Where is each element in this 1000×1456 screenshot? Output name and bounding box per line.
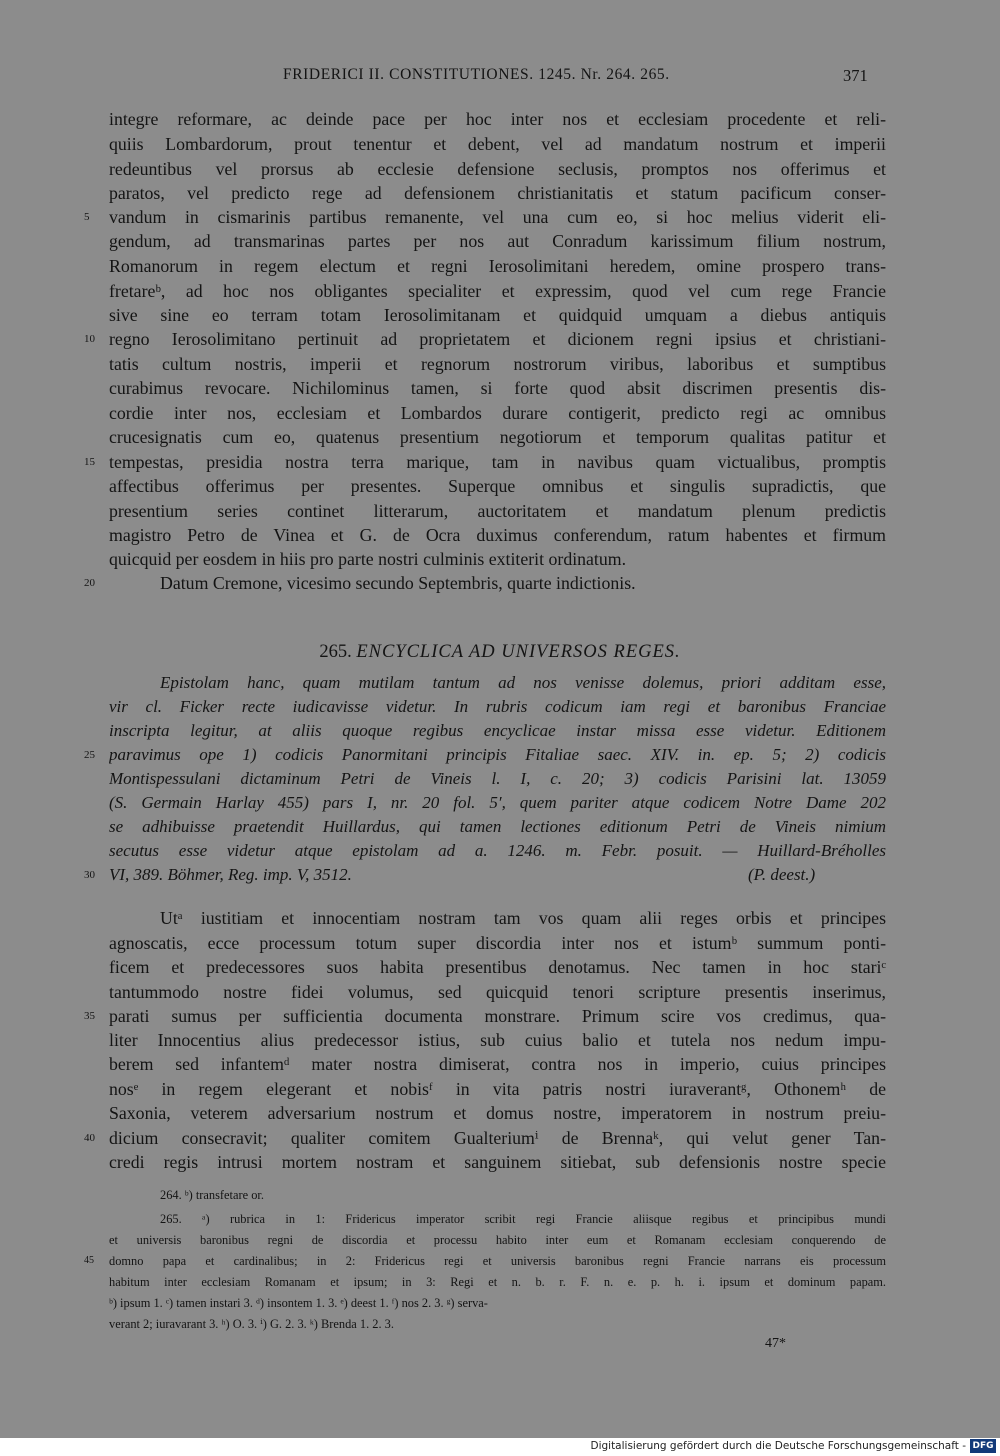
text-line: tempestas, presidia nostra terra marique, tam in navibus quam victualibus, promptis xyxy=(109,452,886,472)
text-line: vandum in cismarinis partibus remanente, vel una cum eo, si hoc melius viderit eli- xyxy=(109,207,886,227)
digitization-footer xyxy=(0,1438,1000,1456)
text-line: magistro Petro de Vinea et G. de Ocra duximus conferendum, ratum habentes et firmum xyxy=(109,525,886,545)
text-line: redeuntibus vel prorsus ab ecclesie defensione seclusis, promptos nos offerimus et xyxy=(109,159,886,179)
text-line: dicium consecravit; qualiter comitem Gualteriumⁱ de Brennaᵏ, qui velut gener Tan- xyxy=(109,1128,886,1148)
line-number: 25 xyxy=(84,749,95,761)
intro-line: Epistolam hanc, quam mutilam tantum ad nos venisse dolemus, priori additam esse, xyxy=(160,673,886,692)
section-number: 265. xyxy=(319,642,352,662)
signature-mark: 47* xyxy=(765,1336,786,1351)
text-line: agnoscatis, ecce processum totum super discordia inter nos et istumᵇ summum ponti- xyxy=(109,933,886,953)
text-line: cordie inter nos, ecclesiam et Lombardos durare contigerit, predicto regi ac omnibus xyxy=(109,403,886,423)
text-line: Romanorum in regem electum et regni Ierosolimitani heredem, omine prospero trans- xyxy=(109,256,886,276)
text-line: fretareᵇ, ad hoc nos obligantes specialiter et expressim, quod vel cum rege Francie xyxy=(109,281,886,301)
dfg-logo-icon: DFG xyxy=(970,1439,996,1453)
line-number: 45 xyxy=(84,1255,94,1266)
line-number: 10 xyxy=(84,333,95,345)
text-line: ficem et predecessores suos habita presentibus denotamus. Nec tamen in hoc stariᶜ xyxy=(109,957,886,977)
line-number: 35 xyxy=(84,1010,95,1022)
footnote-264: 264. ᵇ) transfetare or. xyxy=(160,1188,264,1202)
text-line: sive sine eo terram totam Ierosolimitanam et quidquid umquam a diebus antiquis xyxy=(109,305,886,325)
text-line: parati sumus per sufficientia documenta monstrare. Primum scire vos credimus, qua- xyxy=(109,1006,886,1026)
text-line: curabimus revocare. Nichilominus tamen, si forte quod absit discrimen presentis dis- xyxy=(109,378,886,398)
text-line: credi regis intrusi mortem nostram et sanguinem sitiebat, sub defensionis nostre specie xyxy=(109,1152,886,1172)
text-line: quicquid per eosdem in hiis pro parte nostri culminis extiterit ordinatum. xyxy=(109,549,627,569)
text-line: nosᵉ in regem elegerant et nobisᶠ in vita patris nostri iuraverantᵍ, Othonemʰ de xyxy=(109,1079,886,1099)
line-number: 5 xyxy=(84,211,90,223)
intro-line: se adhibuisse praetendit Huillardus, qui tamen lectiones editionum Petri de Vineis nimium xyxy=(109,817,886,836)
section-title: ENCYCLICA AD UNIVERSOS REGES. xyxy=(356,642,681,662)
intro-line: (S. Germain Harlay 455) pars I, nr. 20 fol. 5′, quem pariter atque codicem Notre Dame 202 xyxy=(109,793,886,812)
line-number: 20 xyxy=(84,577,95,589)
footnote-line: ᵇ) ipsum 1. ᶜ) tamen instari 3. ᵈ) insontem 1. 3. ᵉ) deest 1. ᶠ) nos 2. 3. ᵍ) serva- xyxy=(109,1296,488,1310)
line-number: 40 xyxy=(84,1132,95,1144)
footnote-line: verant 2; iuravarant 3. ʰ) O. 3. ⁱ) G. 2. 3. ᵏ) Brenda 1. 2. 3. xyxy=(109,1317,394,1331)
footnote-line: et universis baronibus regni de discordia et processu habito inter eum et Romanam ecclesiam conquerendo de xyxy=(109,1233,886,1247)
text-line: liter Innocentius alius predecessor istius, sub cuius balio et tutela nos nedum impu- xyxy=(109,1030,886,1050)
page-number: 371 xyxy=(843,66,868,85)
line-number: 15 xyxy=(84,456,95,468)
text-line: Saxonia, veterem adversarium nostrum et domus nostre, imperatorem in nostrum preiu- xyxy=(109,1103,886,1123)
section-heading xyxy=(0,642,1000,663)
text-line: quiis Lombardorum, prout tenentur et debent, vel ad mandatum nostrum et imperii xyxy=(109,134,886,154)
intro-line: inscripta legitur, at aliis quoque regibus encyclicae instar missa esse videtur. Editionem xyxy=(109,721,886,740)
text-line: tantummodo nostre fidei volumus, sed quicquid tenori scripture presentis inserimus, xyxy=(109,982,886,1002)
footnote-line: domno papa et cardinalibus; in 2: Fridericus regi et universis baronibus regni Francie narrans eis processum xyxy=(109,1254,886,1268)
datum-line: Datum Cremone, vicesimo secundo Septembris, quarte indictionis. xyxy=(160,573,636,593)
text-line: berem sed infantemᵈ mater nostra dimiserat, contra nos in imperio, cuius principes xyxy=(109,1054,886,1074)
intro-line: vir cl. Ficker recte iudicavisse videtur. In rubris codicum iam regi et baronibus Franciae xyxy=(109,697,886,716)
text-line: gendum, ad transmarinas partes per nos aut Conradum karissimum filium nostrum, xyxy=(109,231,886,251)
line-number: 30 xyxy=(84,869,95,881)
footnote-line: habitum inter ecclesiam Romanam et ipsum; in 3: Regi et n. b. r. F. n. e. p. h. i. ipsum et dominum papam. xyxy=(109,1275,886,1289)
intro-line: paravimus ope 1) codicis Panormitani principis Fitaliae saec. XIV. in. ep. 5; 2) codicis xyxy=(109,745,886,764)
footnote-line: 265. ᵃ) rubrica in 1: Fridericus imperator scribit regi Francie aliisque regibus et principibus mundi xyxy=(160,1212,886,1226)
text-line: tatis cultum nostris, imperii et regnorum nostrorum viribus, laboribus et sumptibus xyxy=(109,354,886,374)
text-line: affectibus offerimus per presentes. Superque omnibus et singulis supradictis, que xyxy=(109,476,886,496)
text-line: integre reformare, ac deinde pace per hoc inter nos et ecclesiam procedente et reli- xyxy=(109,109,886,129)
intro-line-right: (P. deest.) xyxy=(748,865,816,884)
intro-line: secutus esse videtur atque epistolam ad a. 1246. m. Febr. posuit. — Huillard-Bréholles xyxy=(109,841,886,860)
footer-credit: Digitalisierung gefördert durch die Deutsche Forschungsgemeinschaft - xyxy=(590,1440,966,1452)
text-line: Utᵃ iustitiam et innocentiam nostram tam vos quam alii reges orbis et principes xyxy=(160,908,886,928)
text-line: paratos, vel predicto rege ad defensionem christianitatis et statum pacificum conser- xyxy=(109,183,886,203)
intro-line: VI, 389. Böhmer, Reg. imp. V, 3512. xyxy=(109,865,352,884)
intro-line: Montispessulani dictaminum Petri de Vineis l. I, c. 20; 3) codicis Parisini lat. 13059 xyxy=(109,769,886,788)
text-line: crucesignatis cum eo, quatenus presentium negotiorum et temporum qualitas patitur et xyxy=(109,427,886,447)
text-line: presentium series continet litterarum, auctoritatem et mandatum plenum predictis xyxy=(109,501,886,521)
text-line: regno Ierosolimitano pertinuit ad proprietatem et dicionem regni ipsius et christiani- xyxy=(109,329,886,349)
running-header: FRIDERICI II. CONSTITUTIONES. 1245. Nr. 264. 265. xyxy=(283,66,670,83)
